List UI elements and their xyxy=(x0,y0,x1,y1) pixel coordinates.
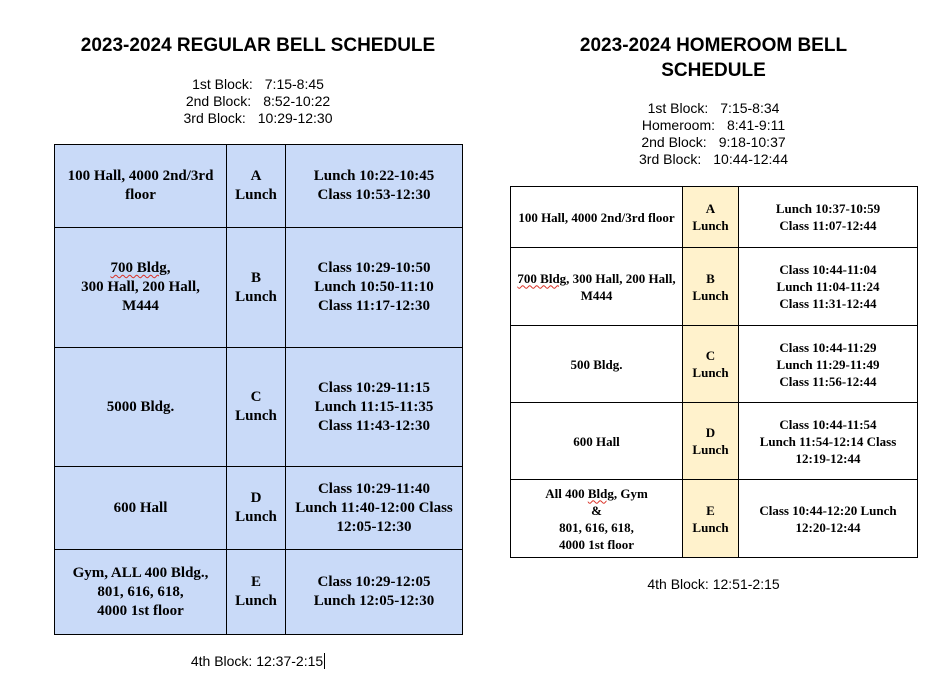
times-cell[interactable] xyxy=(286,550,463,635)
table-row xyxy=(511,403,918,480)
location-cell[interactable] xyxy=(55,467,227,550)
block-row[interactable] xyxy=(510,117,917,134)
table-row xyxy=(511,480,918,558)
lunch-word: Lunch xyxy=(235,288,277,305)
lunch-letter: C xyxy=(705,348,716,363)
lunch-word: Lunch xyxy=(235,408,277,424)
location-text: 100 Hall, 4000 2nd/3rd floor xyxy=(67,168,214,203)
times-cell[interactable] xyxy=(286,228,463,348)
block-label: 3rd Block: xyxy=(183,110,246,126)
lunch-letter: A xyxy=(250,168,262,184)
time-line: Class 10:29-11:15 xyxy=(317,379,431,396)
time-line: Class 10:53-12:30 xyxy=(317,187,431,203)
block-label: 2nd Block: xyxy=(641,134,707,150)
time-line: Lunch 11:29-11:49 xyxy=(776,356,880,372)
lunch-word: Lunch xyxy=(692,365,729,380)
times-cell[interactable] xyxy=(739,248,918,326)
block-label: Homeroom: xyxy=(641,117,715,133)
homeroom-lunch-table xyxy=(510,186,918,558)
location-text: 700 Bldg xyxy=(517,270,567,286)
location-text: M444 xyxy=(122,298,159,314)
lunch-letter-cell[interactable] xyxy=(683,403,739,480)
table-row xyxy=(55,467,463,550)
homeroom-title[interactable]: 2023-2024 HOMEROOM BELL SCHEDULE xyxy=(579,35,848,81)
time-line: Lunch 10:50-11:10 xyxy=(314,279,434,295)
location-cell[interactable] xyxy=(55,348,227,467)
location-text: 500 Bldg. xyxy=(570,356,623,372)
location-text: , 300 Hall, 200 Hall, M444 xyxy=(566,270,676,303)
location-text: & xyxy=(591,502,602,518)
time-line: Class 10:44-12:20 Lunch 12:20-12:44 xyxy=(759,502,897,535)
homeroom-blocks xyxy=(510,100,917,168)
location-text: 4000 1st floor xyxy=(97,602,184,619)
block-row[interactable] xyxy=(510,100,917,117)
location-text: 600 Hall xyxy=(113,499,168,516)
time-line: Lunch 10:37-10:59 xyxy=(775,201,881,216)
lunch-letter-cell[interactable] xyxy=(227,550,286,635)
lunch-letter: D xyxy=(250,490,262,506)
block-time: 8:41-9:11 xyxy=(727,117,786,133)
location-text: 700 Bldg xyxy=(110,260,167,276)
lunch-letter-cell[interactable] xyxy=(683,326,739,403)
time-line: Class 11:17-12:30 xyxy=(317,298,431,314)
block-row[interactable] xyxy=(54,76,462,93)
time-line: Class 11:07-12:44 xyxy=(779,218,877,233)
lunch-letter: A xyxy=(705,201,716,216)
location-text: Bldg xyxy=(587,485,614,501)
times-cell[interactable] xyxy=(739,480,918,558)
location-text: , Gym xyxy=(613,485,648,501)
time-line: Class 10:44-11:04 xyxy=(779,262,877,277)
block-label: 1st Block: xyxy=(192,76,253,92)
lunch-letter: B xyxy=(706,270,715,286)
location-cell[interactable] xyxy=(511,326,683,403)
time-line: Class 10:29-11:40 xyxy=(317,480,431,497)
lunch-word: Lunch xyxy=(692,519,729,535)
time-line: Lunch 11:54-12:14 Class 12:19-12:44 xyxy=(759,433,897,466)
lunch-letter-cell[interactable] xyxy=(227,228,286,348)
text-cursor xyxy=(324,653,325,669)
location-text: Gym, ALL 400 Bldg., xyxy=(72,564,209,581)
block-row[interactable] xyxy=(54,110,462,127)
lunch-word: Lunch xyxy=(692,442,729,457)
location-text: , xyxy=(166,260,171,276)
block-time: 10:29-12:30 xyxy=(257,110,333,126)
times-cell[interactable] xyxy=(286,348,463,467)
time-line: Class 10:44-11:54 xyxy=(779,416,877,432)
time-line: Lunch 10:22-10:45 xyxy=(313,168,435,184)
lunch-word: Lunch xyxy=(235,187,277,203)
lunch-letter-cell[interactable] xyxy=(683,480,739,558)
lunch-letter: E xyxy=(706,502,715,518)
times-cell[interactable] xyxy=(286,145,463,228)
location-cell[interactable] xyxy=(511,403,683,480)
table-row xyxy=(511,326,918,403)
lunch-letter-cell[interactable] xyxy=(227,348,286,467)
block-row[interactable] xyxy=(510,151,917,168)
location-text: 100 Hall, 4000 2nd/3rd floor xyxy=(518,209,675,225)
block-row[interactable] xyxy=(510,134,917,151)
location-cell[interactable] xyxy=(511,480,683,558)
block-time: 9:18-10:37 xyxy=(718,134,786,150)
fourth-block-text: 4th Block: 12:51-2:15 xyxy=(647,576,780,592)
lunch-word: Lunch xyxy=(235,509,277,525)
time-line: Lunch 11:04-11:24 xyxy=(776,279,880,294)
location-text: 4000 1st floor xyxy=(558,536,635,552)
lunch-letter: D xyxy=(705,425,716,440)
times-cell[interactable] xyxy=(739,187,918,248)
block-row[interactable] xyxy=(54,93,462,110)
time-line: Lunch 12:05-12:30 xyxy=(313,593,435,609)
table-row xyxy=(55,145,463,228)
location-text: All 400 xyxy=(545,485,588,501)
times-cell[interactable] xyxy=(286,467,463,550)
block-label: 2nd Block: xyxy=(185,93,252,109)
table-row xyxy=(511,187,918,248)
location-cell[interactable] xyxy=(55,228,227,348)
time-line: Class 11:31-12:44 xyxy=(779,296,877,311)
lunch-letter: C xyxy=(250,389,262,405)
location-text: 801, 616, 618, xyxy=(559,519,634,535)
table-row xyxy=(511,248,918,326)
block-label: 3rd Block: xyxy=(639,151,702,167)
location-cell[interactable] xyxy=(55,550,227,635)
lunch-letter: E xyxy=(250,574,261,590)
location-text: 5000 Bldg. xyxy=(106,398,175,415)
lunch-letter-cell[interactable] xyxy=(683,187,739,248)
table-row xyxy=(55,550,463,635)
time-line: Lunch 11:40-12:00 Class 12:05-12:30 xyxy=(295,499,453,535)
time-line: Class 10:44-11:29 xyxy=(779,339,877,355)
lunch-letter-cell[interactable] xyxy=(227,145,286,228)
homeroom-footer[interactable] xyxy=(510,576,917,592)
lunch-word: Lunch xyxy=(692,287,729,303)
time-line: Class 10:29-12:05 xyxy=(317,574,431,590)
table-row xyxy=(55,228,463,348)
block-time: 10:44-12:44 xyxy=(713,151,788,167)
location-cell[interactable] xyxy=(511,187,683,248)
block-time: 7:15-8:45 xyxy=(264,76,324,92)
location-text: 300 Hall, 200 Hall, xyxy=(81,279,200,295)
location-cell[interactable] xyxy=(55,145,227,228)
regular-title[interactable]: 2023-2024 REGULAR BELL SCHEDULE xyxy=(80,35,436,56)
regular-lunch-table xyxy=(54,144,463,635)
lunch-word: Lunch xyxy=(235,593,277,609)
table-row xyxy=(55,348,463,467)
lunch-letter: B xyxy=(250,269,261,286)
time-line: Class 11:56-12:44 xyxy=(779,373,877,389)
times-cell[interactable] xyxy=(739,403,918,480)
regular-footer[interactable] xyxy=(54,653,462,669)
time-line: Class 11:43-12:30 xyxy=(317,417,431,434)
regular-blocks xyxy=(54,76,462,127)
lunch-letter-cell[interactable] xyxy=(683,248,739,326)
times-cell[interactable] xyxy=(739,326,918,403)
location-text: 600 Hall xyxy=(573,433,620,449)
location-cell[interactable] xyxy=(511,248,683,326)
block-time: 7:15-8:34 xyxy=(720,100,780,116)
block-label: 1st Block: xyxy=(647,100,709,116)
block-time: 8:52-10:22 xyxy=(263,93,331,109)
time-line: Class 10:29-10:50 xyxy=(317,260,431,276)
fourth-block-text: 4th Block: 12:37-2:15 xyxy=(190,653,324,669)
location-text: 801, 616, 618, xyxy=(97,583,184,600)
lunch-word: Lunch xyxy=(692,218,729,233)
time-line: Lunch 11:15-11:35 xyxy=(314,398,434,415)
lunch-letter-cell[interactable] xyxy=(227,467,286,550)
